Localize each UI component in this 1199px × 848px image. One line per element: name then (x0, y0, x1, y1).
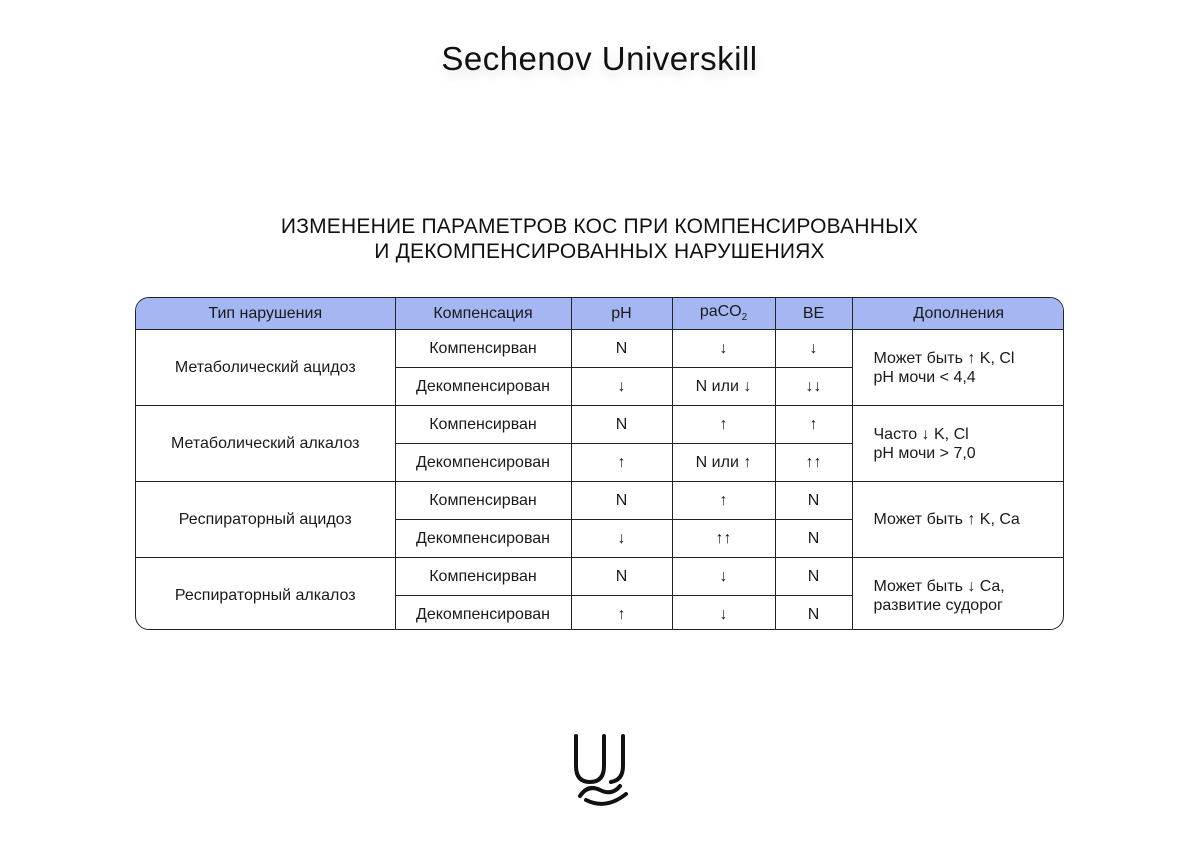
header-be: BE (775, 298, 852, 330)
be-cell: N (775, 520, 852, 558)
paco2-cell: N или ↑ (672, 444, 775, 482)
ph-cell: ↓ (571, 368, 672, 406)
note-line: Часто ↓ K, Cl (873, 425, 969, 443)
be-cell: ↓ (775, 330, 852, 368)
ph-cell: N (571, 406, 672, 444)
paco2-cell: ↑ (672, 406, 775, 444)
header-paco2-main: paCO (699, 303, 742, 321)
document-title-line-2: И ДЕКОМПЕНСИРОВАННЫХ НАРУШЕНИЯХ (374, 240, 825, 263)
header-paco2 (672, 298, 775, 330)
notes-cell (852, 330, 1064, 406)
notes-cell (852, 406, 1064, 482)
be-cell: ↓↓ (775, 368, 852, 406)
ph-cell: ↑ (571, 444, 672, 482)
disorder-type: Метаболический алкалоз (136, 406, 395, 482)
compensation-cell: Декомпенсирован (395, 368, 571, 406)
be-cell: ↑ (775, 406, 852, 444)
compensation-cell: Компенсирван (395, 330, 571, 368)
compensation-cell: Компенсирван (395, 558, 571, 596)
ph-cell: ↑ (571, 596, 672, 631)
ph-cell: N (571, 558, 672, 596)
note-line: развитие судорог (873, 596, 1003, 614)
paco2-cell: ↓ (672, 330, 775, 368)
disorder-type: Метаболический ацидоз (136, 330, 395, 406)
paco2-cell: ↑ (672, 482, 775, 520)
paco2-cell: ↓ (672, 596, 775, 631)
table-row (136, 558, 1064, 596)
header-paco2-sub: 2 (741, 312, 748, 324)
acid-base-table (135, 297, 1064, 630)
be-cell: N (775, 482, 852, 520)
compensation-cell: Декомпенсирован (395, 520, 571, 558)
table-row (136, 330, 1064, 368)
note-line: pH мочи > 7,0 (873, 444, 976, 462)
notes-cell (852, 558, 1064, 631)
ph-cell: N (571, 330, 672, 368)
disorder-type: Респираторный ацидоз (136, 482, 395, 558)
note-line: pH мочи < 4,4 (873, 368, 976, 386)
ph-cell: N (571, 482, 672, 520)
paco2-cell: N или ↓ (672, 368, 775, 406)
compensation-cell: Компенсирван (395, 406, 571, 444)
document-title-line-1: ИЗМЕНЕНИЕ ПАРАМЕТРОВ КОС ПРИ КОМПЕНСИРОВАННЫХ (280, 215, 919, 238)
header-type: Тип нарушения (136, 298, 395, 330)
acid-base-table-grid (136, 298, 1064, 630)
be-cell: ↑↑ (775, 444, 852, 482)
be-cell: N (775, 558, 852, 596)
table-row (136, 406, 1064, 444)
notes-cell (852, 482, 1064, 558)
header-notes: Дополнения (852, 298, 1064, 330)
disorder-type: Респираторный алкалоз (136, 558, 395, 631)
universkill-logo-svg (566, 728, 636, 808)
paco2-cell: ↓ (672, 558, 775, 596)
table-row (136, 482, 1064, 520)
ph-cell: ↓ (571, 520, 672, 558)
be-cell: N (775, 596, 852, 631)
note-line: Может быть ↓ Ca, (873, 577, 1005, 595)
compensation-cell: Компенсирван (395, 482, 571, 520)
compensation-cell: Декомпенсирован (395, 444, 571, 482)
header-compensation: Компенсация (395, 298, 571, 330)
brand-title: Sechenov Universkill (441, 40, 758, 77)
document-title (0, 214, 1199, 264)
table-header-row (136, 298, 1064, 330)
note-line: Может быть ↑ K, Cl (873, 349, 1015, 367)
universkill-logo-icon (566, 728, 636, 808)
note-line: Может быть ↑ K, Ca (873, 511, 1020, 528)
header-ph: pH (571, 298, 672, 330)
compensation-cell: Декомпенсирован (395, 596, 571, 631)
paco2-cell: ↑↑ (672, 520, 775, 558)
